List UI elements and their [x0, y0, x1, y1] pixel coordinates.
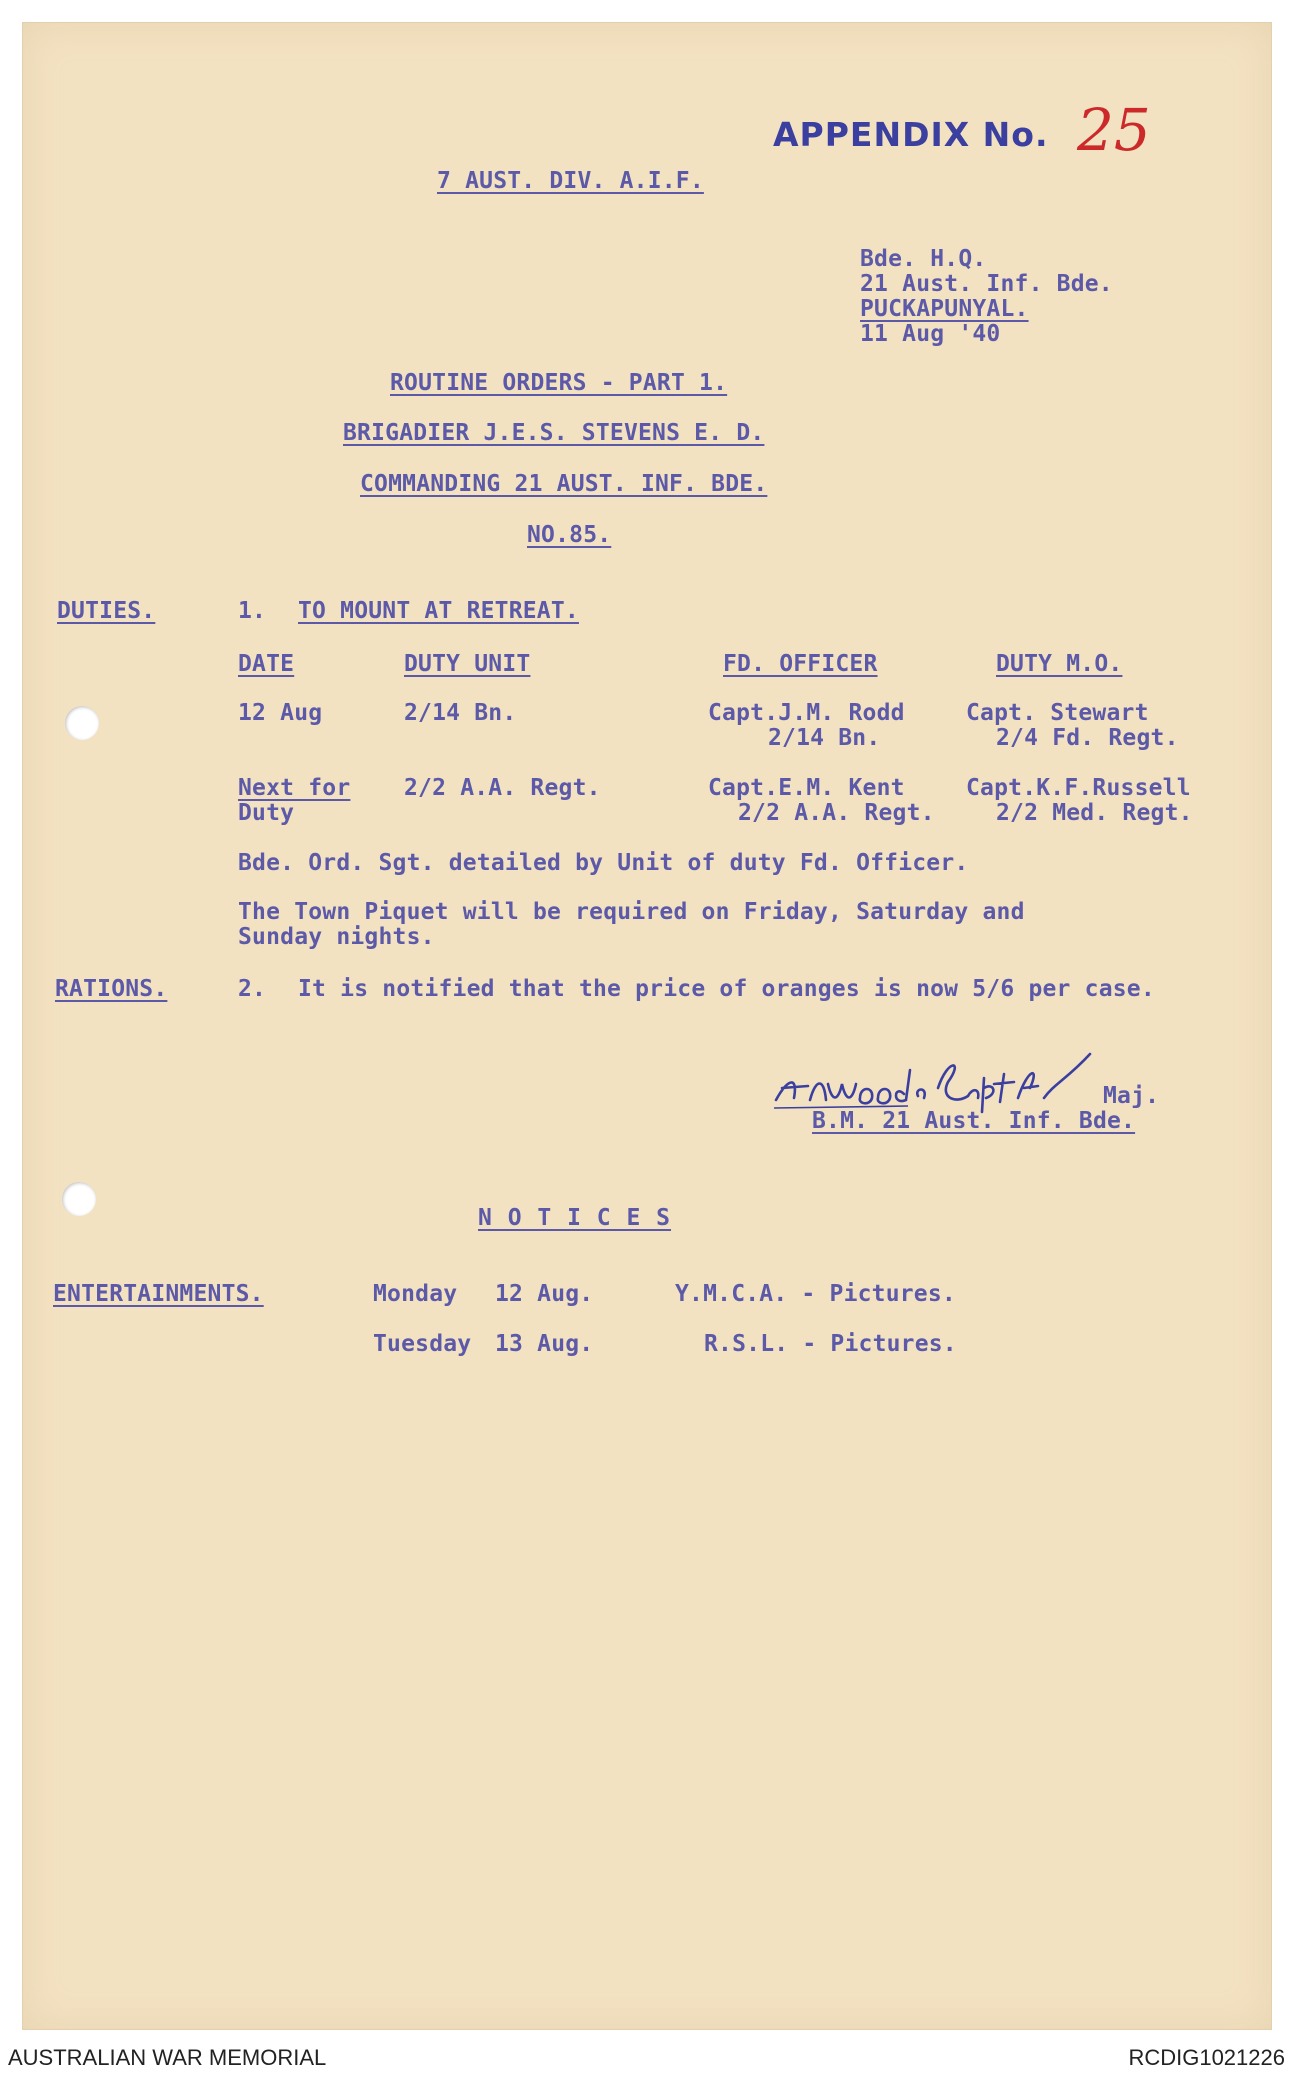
- address-line-3: PUCKAPUNYAL.: [860, 296, 1029, 322]
- rations-item-number: 2.: [238, 976, 267, 1002]
- rations-text: It is notified that the price of oranges is now 5/6 per case.: [298, 976, 1155, 1002]
- row-2-officer-unit: 2/2 A.A. Regt.: [738, 800, 935, 826]
- duties-note-1: Bde. Ord. Sgt. detailed by Unit of duty Fd. Officer.: [238, 850, 969, 876]
- row-2-officer: Capt.E.M. Kent: [708, 775, 905, 801]
- duties-item-number: 1.: [238, 598, 267, 624]
- footer-institution: AUSTRALIAN WAR MEMORIAL: [8, 2045, 327, 2070]
- heading-line-1: ROUTINE ORDERS - PART 1.: [390, 370, 728, 396]
- column-header-duty-mo: DUTY M.O.: [996, 651, 1123, 677]
- row-1-unit: 2/14 Bn.: [404, 700, 517, 726]
- heading-line-2: BRIGADIER J.E.S. STEVENS E. D.: [343, 420, 765, 446]
- row-2-mo: Capt.K.F.Russell: [966, 775, 1191, 801]
- duties-note-2-line-2: Sunday nights.: [238, 924, 435, 950]
- notices-title: N O T I C E S: [478, 1205, 672, 1231]
- punch-hole: [62, 1182, 96, 1216]
- row-2-date: Next for: [238, 775, 351, 801]
- notice-1-event: Y.M.C.A. - Pictures.: [675, 1281, 956, 1307]
- footer-record-id: RCDIG1021226: [1128, 2045, 1285, 2070]
- row-1-mo-unit: 2/4 Fd. Regt.: [996, 725, 1179, 751]
- row-1-officer-unit: 2/14 Bn.: [768, 725, 881, 751]
- column-header-fd-officer: FD. OFFICER: [723, 651, 878, 677]
- signature-title: B.M. 21 Aust. Inf. Bde.: [812, 1108, 1136, 1134]
- row-1-officer: Capt.J.M. Rodd: [708, 700, 905, 726]
- column-header-date: DATE: [238, 651, 295, 677]
- appendix-stamp: APPENDIX No.: [773, 115, 1049, 154]
- punch-hole: [65, 706, 99, 740]
- heading-line-3: COMMANDING 21 AUST. INF. BDE.: [360, 471, 768, 497]
- document-page: [22, 22, 1272, 2030]
- duties-section-label: DUTIES.: [57, 598, 156, 624]
- notice-2-event: R.S.L. - Pictures.: [704, 1331, 957, 1357]
- rations-section-label: RATIONS.: [55, 976, 168, 1002]
- appendix-number: 25: [1077, 96, 1151, 164]
- order-number: NO.85.: [527, 522, 612, 548]
- notice-1-day: Monday: [373, 1281, 458, 1307]
- notice-1-date: 12 Aug.: [495, 1281, 594, 1307]
- signature-rank: Maj.: [1103, 1083, 1160, 1109]
- row-1-date: 12 Aug: [238, 700, 323, 726]
- division-header: 7 AUST. DIV. A.I.F.: [437, 168, 704, 194]
- entertainments-section-label: ENTERTAINMENTS.: [53, 1281, 264, 1307]
- address-line-2: 21 Aust. Inf. Bde.: [860, 271, 1113, 297]
- address-date: 11 Aug '40: [860, 321, 1001, 347]
- row-1-mo: Capt. Stewart: [966, 700, 1149, 726]
- row-2-mo-unit: 2/2 Med. Regt.: [996, 800, 1193, 826]
- column-header-duty-unit: DUTY UNIT: [404, 651, 531, 677]
- notice-2-date: 13 Aug.: [495, 1331, 594, 1357]
- row-2-date-2: Duty: [238, 800, 295, 826]
- duties-title: TO MOUNT AT RETREAT.: [298, 598, 579, 624]
- address-line-1: Bde. H.Q.: [860, 246, 987, 272]
- notice-2-day: Tuesday: [373, 1331, 472, 1357]
- duties-note-2-line-1: The Town Piquet will be required on Friday, Saturday and: [238, 899, 1025, 925]
- row-2-unit: 2/2 A.A. Regt.: [404, 775, 601, 801]
